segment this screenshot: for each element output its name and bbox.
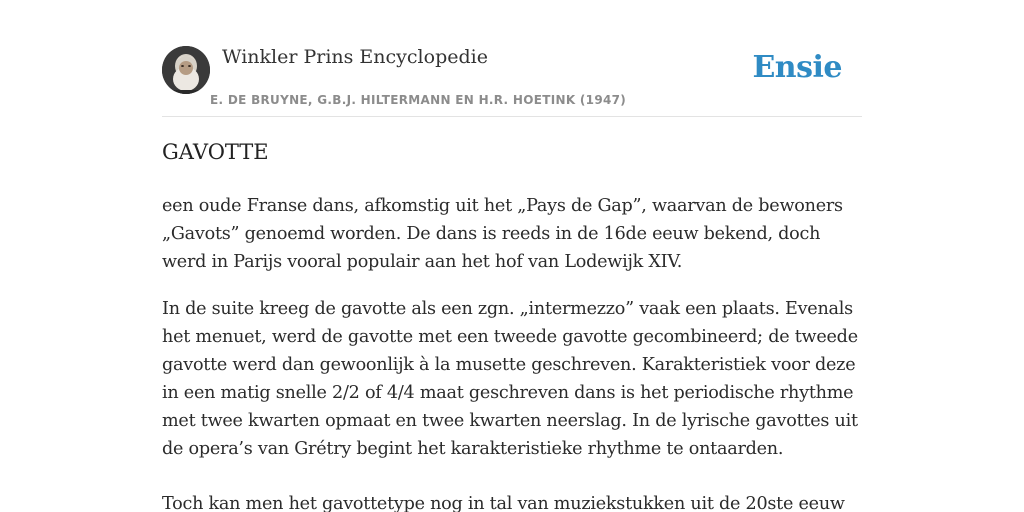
source-authors: E. DE BRUYNE, G.B.J. HILTERMANN EN H.R. HOETINK (1947) <box>210 93 627 107</box>
page <box>162 0 862 512</box>
article-title: GAVOTTE <box>162 140 269 164</box>
ensie-logo[interactable]: Ensie <box>752 50 842 85</box>
article-paragraph-3: Toch kan men het gavottetype nog in tal van muziekstukken uit de 20ste eeuw <box>162 494 845 512</box>
author-portrait-icon[interactable] <box>162 46 210 94</box>
site-header <box>162 0 862 117</box>
article-paragraph-2: In de suite kreeg de gavotte als een zgn. „intermezzo” vaak een plaats. Evenals het menuet, werd de gavotte met een tweede gavotte gecombineerd; de tweede gavotte werd dan gewoonlijk à la musette geschreven. Karakteristiek voor deze in een matig snelle 2/2 of 4/4 maat geschreven dans is het periodische rhythme met twee kwarten opmaat en twee kwarten neerslag. In de lyrische gavottes uit de opera’s van Grétry begint het karakteristieke rhythme te ontaarden. <box>162 299 858 459</box>
site-title[interactable]: Winkler Prins Encyclopedie <box>222 46 488 68</box>
article-paragraph-1: een oude Franse dans, afkomstig uit het „Pays de Gap”, waarvan de bewoners „Gavots” genoemd worden. De dans is reeds in de 16de eeuw bekend, doch werd in Parijs vooral populair aan het hof van Lodewijk XIV. <box>162 196 843 272</box>
